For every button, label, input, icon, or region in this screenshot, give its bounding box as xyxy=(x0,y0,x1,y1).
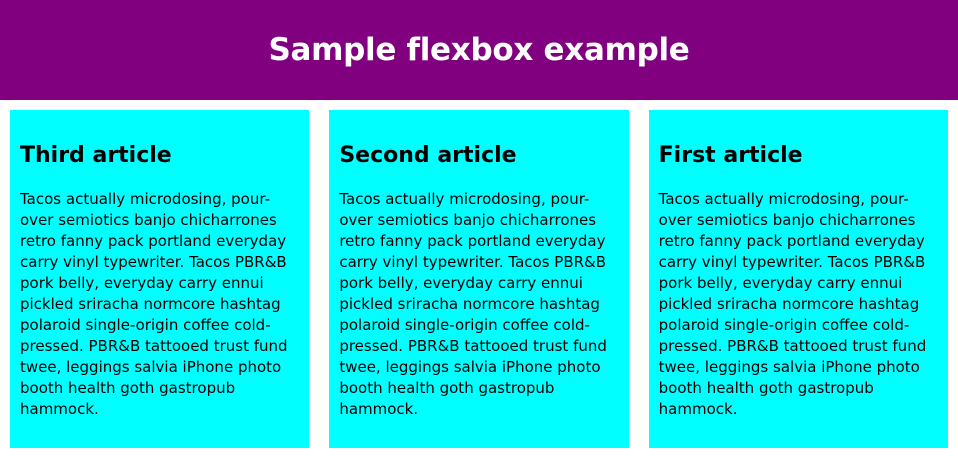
article-card-first xyxy=(649,110,948,448)
article-card-third xyxy=(10,110,309,448)
page-header xyxy=(0,0,958,100)
article-card-second xyxy=(329,110,628,448)
article-title: First article xyxy=(658,143,803,168)
article-title: Third article xyxy=(20,143,172,168)
article-body: Tacos actually microdosing, pour-over semiotics banjo chicharrones retro fanny pack portland everyday carry vinyl typewriter. Tacos PBR&B pork belly, everyday carry ennui pickled sriracha normcore hashtag polaroid single-origin coffee cold-pressed. PBR&B tattooed trust fund twee, leggings salvia iPhone photo booth health goth gastropub hammock. xyxy=(339,190,607,418)
article-title: Second article xyxy=(339,143,517,168)
article-body: Tacos actually microdosing, pour-over semiotics banjo chicharrones retro fanny pack portland everyday carry vinyl typewriter. Tacos PBR&B pork belly, everyday carry ennui pickled sriracha normcore hashtag polaroid single-origin coffee cold-pressed. PBR&B tattooed trust fund twee, leggings salvia iPhone photo booth health goth gastropub hammock. xyxy=(20,190,288,418)
article-list xyxy=(10,110,948,448)
page-title: Sample flexbox example xyxy=(268,32,690,68)
article-body: Tacos actually microdosing, pour-over semiotics banjo chicharrones retro fanny pack portland everyday carry vinyl typewriter. Tacos PBR&B pork belly, everyday carry ennui pickled sriracha normcore hashtag polaroid single-origin coffee cold-pressed. PBR&B tattooed trust fund twee, leggings salvia iPhone photo booth health goth gastropub hammock. xyxy=(658,190,927,418)
